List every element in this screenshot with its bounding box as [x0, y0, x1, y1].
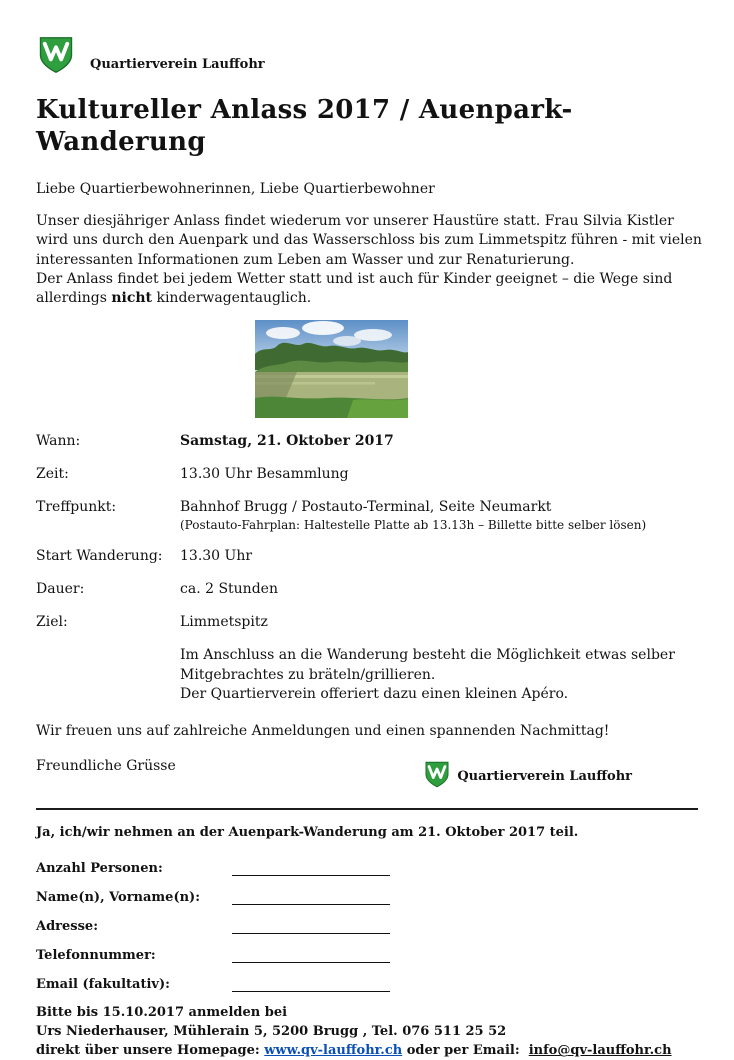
event-details	[36, 432, 698, 632]
intro-text-1: Unser diesjähriger Anlass findet wiederum vor unserer Haustüre statt. Frau Silvia Kistler wird uns durch den Auenpark und das Wasserschloss bis zum Limmetspitz führen - mit vielen interessanten Informationen zum Leben am Wasser und zur Renaturierung.	[36, 213, 702, 268]
form-row-name	[36, 887, 698, 905]
detail-value: Samstag, 21. Oktober 2017	[180, 433, 394, 450]
fill-in-line	[232, 861, 390, 876]
detail-value: 13.30 Uhr	[180, 548, 253, 565]
form-intro: Ja, ich/wir nehmen an der Auenpark-Wanderung am 21. Oktober 2017 teil.	[36, 825, 579, 841]
auenpark-photo	[255, 320, 408, 418]
detail-label: Start Wanderung:	[36, 548, 163, 565]
greeting-text: Freundliche Grüsse	[36, 758, 176, 775]
detail-label: Dauer:	[36, 581, 85, 598]
homepage-link[interactable]: www.qv-lauffohr.ch	[264, 1043, 403, 1059]
footer	[36, 1003, 698, 1060]
detail-row-ziel	[36, 613, 698, 632]
detail-row-start	[36, 547, 698, 566]
form-label: Adresse:	[36, 919, 99, 935]
signature-org-name: Quartierverein Lauffohr	[457, 769, 632, 785]
intro-text-bold: nicht	[111, 290, 153, 307]
fill-in-line	[232, 919, 390, 934]
org-name: Quartierverein Lauffohr	[90, 57, 265, 72]
detail-value: Limmetspitz	[180, 614, 268, 631]
registration-form	[36, 858, 698, 992]
footer-line3-text2: oder per Email:	[402, 1043, 525, 1059]
footer-line2: Urs Niederhauser, Mühlerain 5, 5200 Brugg , Tel. 076 511 25 52	[36, 1024, 507, 1040]
form-label: Anzahl Personen:	[36, 861, 163, 877]
detail-value: 13.30 Uhr Besammlung	[180, 466, 349, 483]
header	[36, 36, 698, 74]
detail-label: Wann:	[36, 433, 81, 450]
form-label: Name(n), Vorname(n):	[36, 890, 201, 906]
detail-label: Zeit:	[36, 466, 69, 483]
intro-text-2: Der Anlass findet bei jedem Wetter statt und ist auch für Kinder geeignet – die Wege sind allerdings	[36, 270, 673, 307]
fill-in-line	[232, 977, 390, 992]
intro-text-3: kinderwagentauglich.	[152, 290, 312, 307]
form-row-anzahl	[36, 858, 698, 876]
followup-text-1: Im Anschluss an die Wanderung besteht die Möglichkeit etwas selber Mitgebrachtes zu bräteln/grillieren.	[180, 647, 675, 683]
followup-paragraph	[180, 646, 685, 704]
detail-row-zeit	[36, 465, 698, 484]
page-title: Kultureller Anlass 2017 / Auenpark-Wanderung	[36, 95, 573, 157]
detail-value: Bahnhof Brugg / Postauto-Terminal, Seite Neumarkt	[180, 499, 552, 516]
form-row-email	[36, 974, 698, 992]
footer-line3	[36, 1041, 698, 1060]
footer-line3-text: direkt über unsere Homepage:	[36, 1043, 265, 1059]
detail-label: Ziel:	[36, 614, 68, 631]
detail-note: (Postauto-Fahrplan: Haltestelle Platte ab 13.13h – Billette bitte selber lösen)	[180, 518, 647, 533]
fill-in-line	[232, 890, 390, 905]
intro-paragraph	[36, 212, 704, 308]
form-row-telefon	[36, 945, 698, 963]
detail-value: ca. 2 Stunden	[180, 581, 278, 598]
form-label: Email (fakultativ):	[36, 977, 170, 993]
form-label: Telefonnummer:	[36, 948, 156, 964]
signature-block	[423, 761, 632, 792]
detail-row-dauer	[36, 580, 698, 599]
detail-row-treffpunkt	[36, 498, 698, 533]
followup-text-2: Der Quartierverein offeriert dazu einen kleinen Apéro.	[180, 686, 569, 703]
greeting-row	[36, 757, 698, 792]
closing-text: Wir freuen uns auf zahlreiche Anmeldungen und einen spannenden Nachmittag!	[36, 723, 610, 740]
detail-value-group	[180, 498, 646, 533]
salutation: Liebe Quartierbewohnerinnen, Liebe Quartierbewohner	[36, 181, 435, 197]
crest-shield-icon	[423, 761, 451, 792]
fill-in-line	[232, 948, 390, 963]
footer-line1: Bitte bis 15.10.2017 anmelden bei	[36, 1005, 288, 1021]
email-link[interactable]: info@qv-lauffohr.ch	[528, 1043, 672, 1059]
crest-shield-icon	[36, 36, 76, 74]
form-row-adresse	[36, 916, 698, 934]
section-divider	[36, 808, 698, 810]
detail-row-wann	[36, 432, 698, 451]
detail-label: Treffpunkt:	[36, 499, 117, 516]
